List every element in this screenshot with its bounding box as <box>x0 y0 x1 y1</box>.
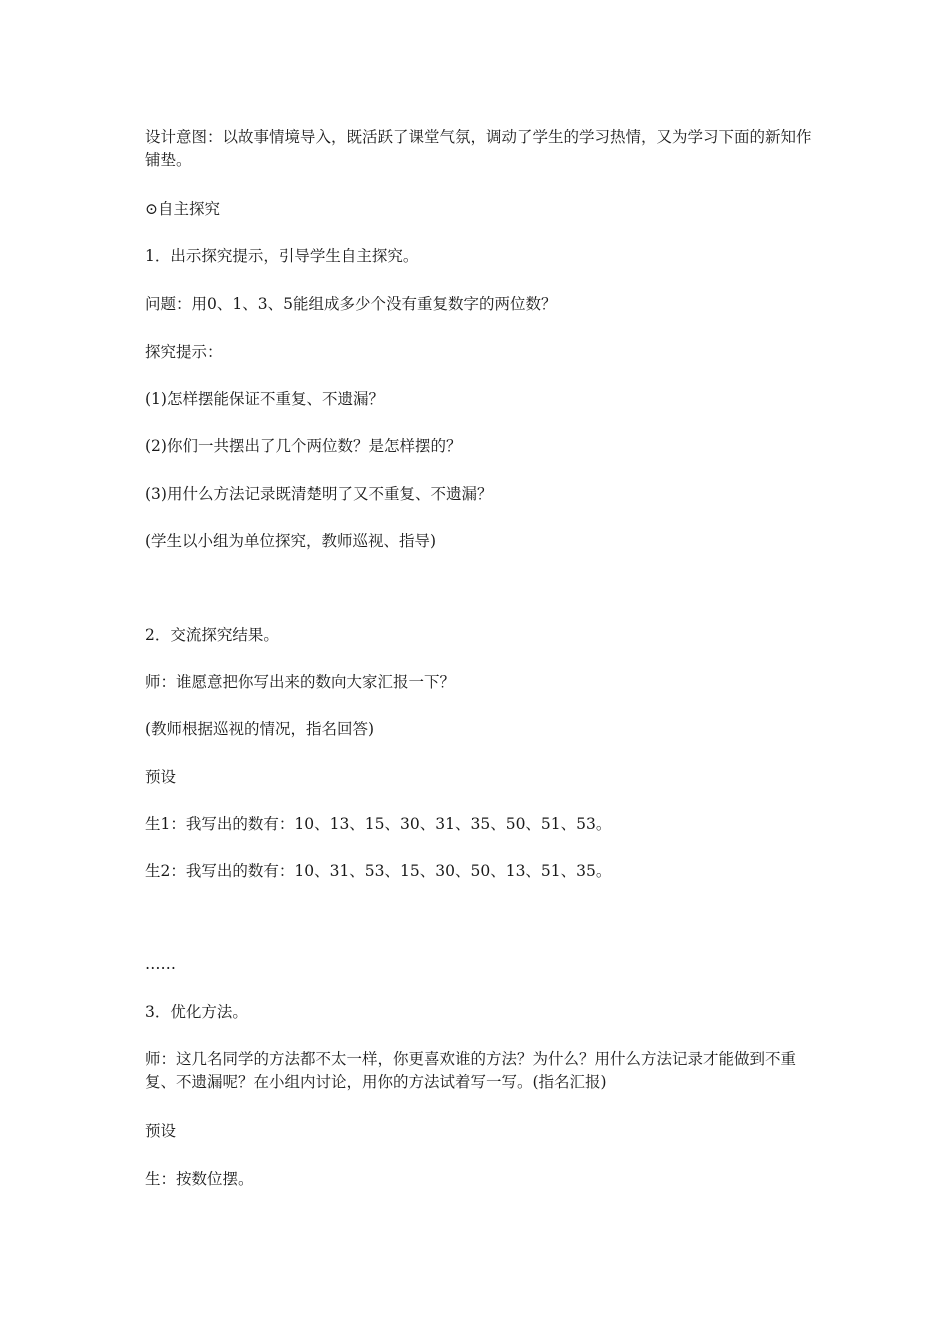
question-paragraph: 问题：用0、1、3、5能组成多少个没有重复数字的两位数？ <box>145 295 557 313</box>
design-intent-paragraph: 设计意图：以故事情境导入，既活跃了课堂气氛，调动了学生的学习热情，又为学习下面的新知作铺垫。 <box>145 128 812 169</box>
preset-label-1: 预设 <box>145 768 177 786</box>
student-1-answer: 生1：我写出的数有：10、13、15、30、31、35、50、51、53。 <box>145 815 612 833</box>
step-2-heading: 2．交流探究结果。 <box>145 626 279 644</box>
teacher-question-1: 师：谁愿意把你写出来的数向大家汇报一下？ <box>145 673 456 691</box>
hint-item-3: (3)用什么方法记录既清楚明了又不重复、不遗漏？ <box>145 485 493 503</box>
hint-item-1: (1)怎样摆能保证不重复、不遗漏？ <box>145 390 384 408</box>
step-1-heading: 1．出示探究提示，引导学生自主探究。 <box>145 247 419 265</box>
teacher-note: (教师根据巡视的情况，指名回答) <box>145 720 375 738</box>
exploration-hints-label: 探究提示： <box>145 343 223 361</box>
ellipsis-line: …… <box>145 955 176 973</box>
group-exploration-note: (学生以小组为单位探究，教师巡视、指导) <box>145 532 437 550</box>
student-2-answer: 生2：我写出的数有：10、31、53、15、30、50、13、51、35。 <box>145 862 612 880</box>
section-heading-self-exploration: ⊙自主探究 <box>145 200 220 218</box>
student-answer-by-place-value: 生：按数位摆。 <box>145 1170 254 1188</box>
document-page <box>145 0 815 1344</box>
preset-label-2: 预设 <box>145 1122 177 1140</box>
step-3-heading: 3．优化方法。 <box>145 1003 248 1021</box>
hint-item-2: (2)你们一共摆出了几个两位数？是怎样摆的？ <box>145 437 462 455</box>
teacher-question-2: 师：这几名同学的方法都不太一样，你更喜欢谁的方法？为什么？用什么方法记录才能做到不重复、不遗漏呢？在小组内讨论，用你的方法试着写一写。(指名汇报) <box>145 1050 797 1091</box>
